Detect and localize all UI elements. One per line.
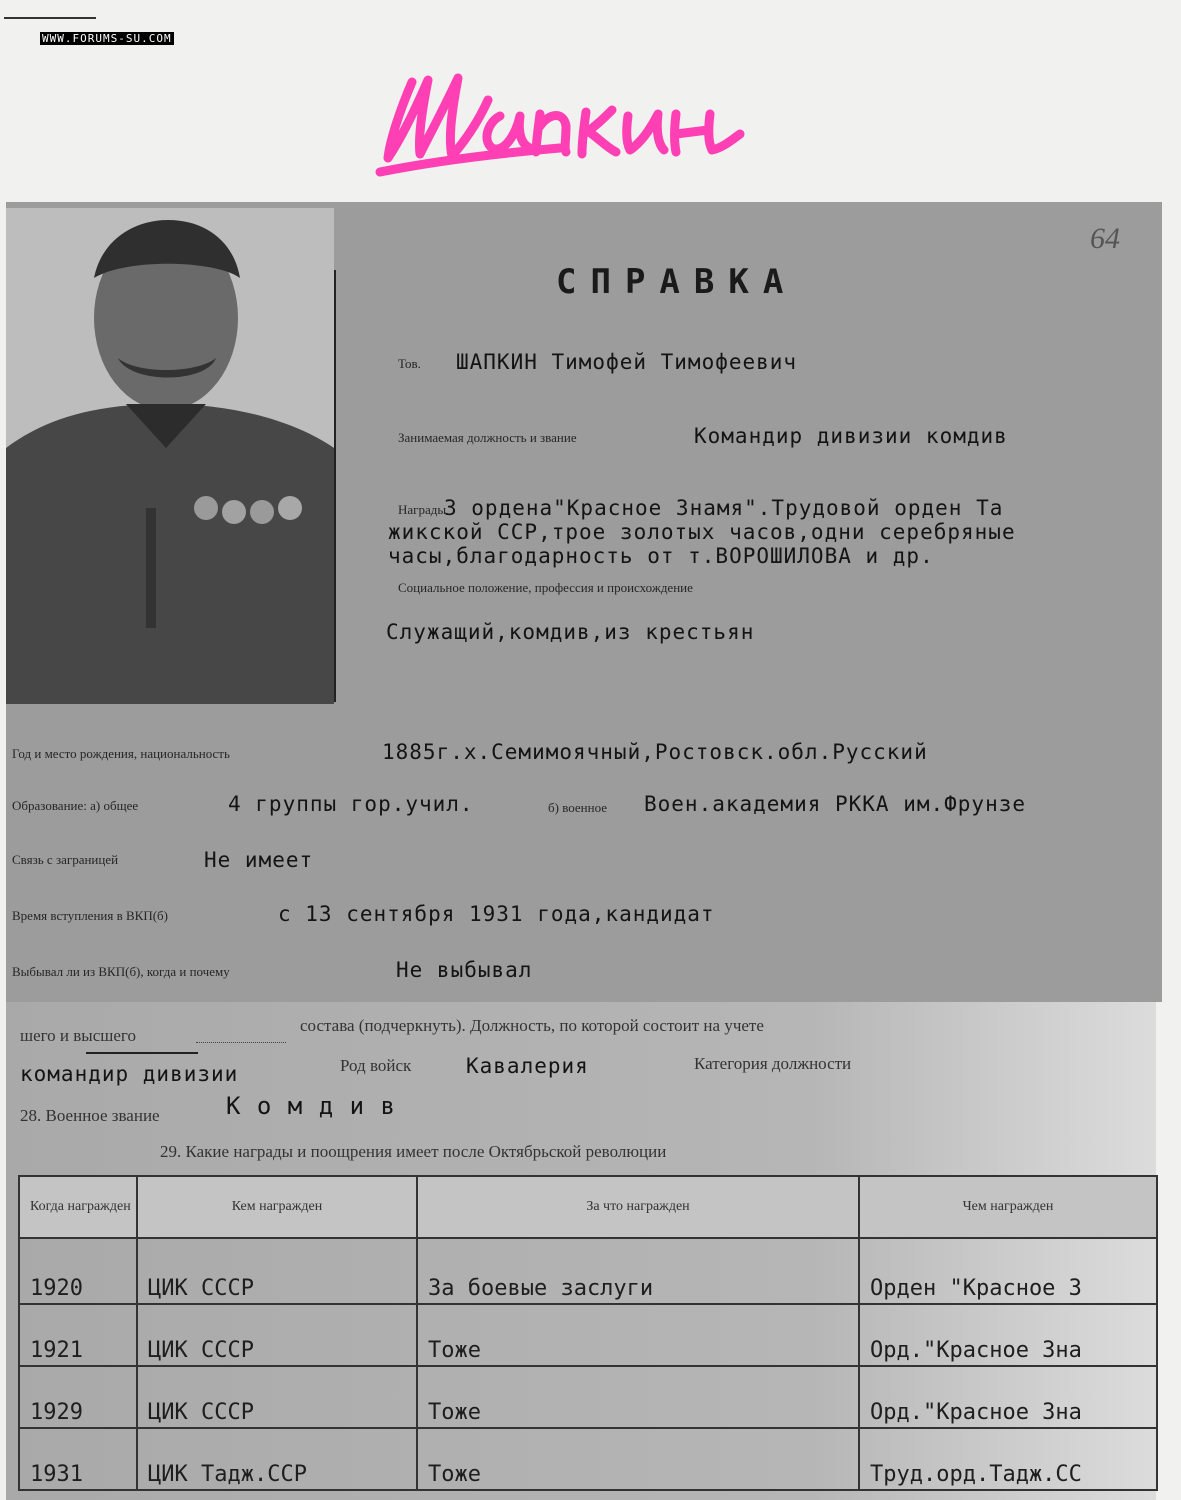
header-for-what: За что награжден [417, 1176, 859, 1238]
category-label: Категория должности [694, 1054, 852, 1073]
awards-label: Награды [398, 502, 447, 517]
page-number: 64 [1090, 222, 1120, 255]
staff-line-start: шего и высшего [20, 1026, 136, 1045]
table-row [19, 1238, 1157, 1304]
portrait-photo [6, 208, 334, 704]
award-reason: Тоже [417, 1366, 859, 1428]
awards-table-header [19, 1176, 1157, 1238]
birth-value: 1885г.х.Семимоячный,Ростовск.обл.Русский [382, 740, 928, 764]
award-year: 1920 [19, 1238, 137, 1304]
table-row [19, 1304, 1157, 1366]
award-name: Труд.орд.Тадж.СС [859, 1428, 1157, 1490]
document-title: СПРАВКА [556, 262, 798, 302]
underline-mark [86, 1052, 198, 1054]
staff-line-rest: состава (подчеркнуть). Должность, по которой состоит на учете [300, 1016, 764, 1035]
award-name: Орден "Красное З [859, 1238, 1157, 1304]
handwritten-signature [360, 30, 880, 190]
award-name: Орд."Красное Зна [859, 1304, 1157, 1366]
award-year: 1929 [19, 1366, 137, 1428]
award-name: Орд."Красное Зна [859, 1366, 1157, 1428]
award-year: 1921 [19, 1304, 137, 1366]
education-label: Образование: а) общее [12, 798, 139, 813]
award-issuer: ЦИК СССР [137, 1238, 417, 1304]
top-edge-line [4, 17, 96, 19]
awards-value-3: часы,благодарность от т.ВОРОШИЛОВА и др. [388, 544, 934, 568]
education-military: Воен.академия РККА им.Фрунзе [644, 792, 1027, 816]
photo-divider [334, 270, 336, 702]
branch-label: Род войск [340, 1056, 412, 1075]
abroad-label: Связь с заграницей [12, 852, 119, 867]
duty-value: командир дивизии [20, 1062, 239, 1086]
social-value: Служащий,комдив,из крестьян [386, 620, 755, 644]
branch-value: Кавалерия [466, 1054, 589, 1078]
header-by-whom: Кем награжден [137, 1176, 417, 1238]
award-reason: За боевые заслуги [417, 1238, 859, 1304]
header-award: Чем награжден [859, 1176, 1157, 1238]
award-issuer: ЦИК Тадж.ССР [137, 1428, 417, 1490]
blank-line [196, 1042, 286, 1043]
awards-heading: 29. Какие награды и поощрения имеет после Октябрьской революции [160, 1142, 667, 1161]
education-general: 4 группы гор.учил. [228, 792, 474, 816]
abroad-value: Не имеет [204, 848, 314, 872]
table-row [19, 1366, 1157, 1428]
social-label: Социальное положение, профессия и происхождение [398, 580, 693, 595]
awards-table [18, 1175, 1158, 1491]
rank-label: 28. Военное звание [20, 1106, 160, 1125]
award-issuer: ЦИК СССР [137, 1366, 417, 1428]
expelled-value: Не выбывал [396, 958, 533, 982]
education-military-label: б) военное [548, 800, 608, 815]
party-label: Время вступления в ВКП(б) [12, 908, 168, 923]
award-year: 1931 [19, 1428, 137, 1490]
tov-value: ШАПКИН Тимофей Тимофеевич [456, 350, 798, 374]
watermark: WWW.FORUMS-SU.COM [42, 32, 172, 45]
portrait-icon [6, 208, 334, 704]
birth-label: Год и место рождения, национальность [12, 746, 230, 761]
rank-value: К о м д и в [226, 1092, 396, 1120]
position-value: Командир дивизии комдив [694, 424, 1008, 448]
table-row [19, 1428, 1157, 1490]
awards-value-2: жикской ССР,трое золотых часов,одни серебряные [388, 520, 1016, 544]
position-label: Занимаемая должность и звание [398, 430, 577, 445]
party-value: с 13 сентября 1931 года,кандидат [278, 902, 715, 926]
award-issuer: ЦИК СССР [137, 1304, 417, 1366]
tov-label: Тов. [398, 356, 421, 371]
expelled-label: Выбывал ли из ВКП(б), когда и почему [12, 964, 230, 979]
award-reason: Тоже [417, 1304, 859, 1366]
awards-value-1: 3 ордена"Красное Знамя".Трудовой орден Та [444, 496, 1004, 520]
award-reason: Тоже [417, 1428, 859, 1490]
header-when: Когда награжден [19, 1176, 137, 1238]
